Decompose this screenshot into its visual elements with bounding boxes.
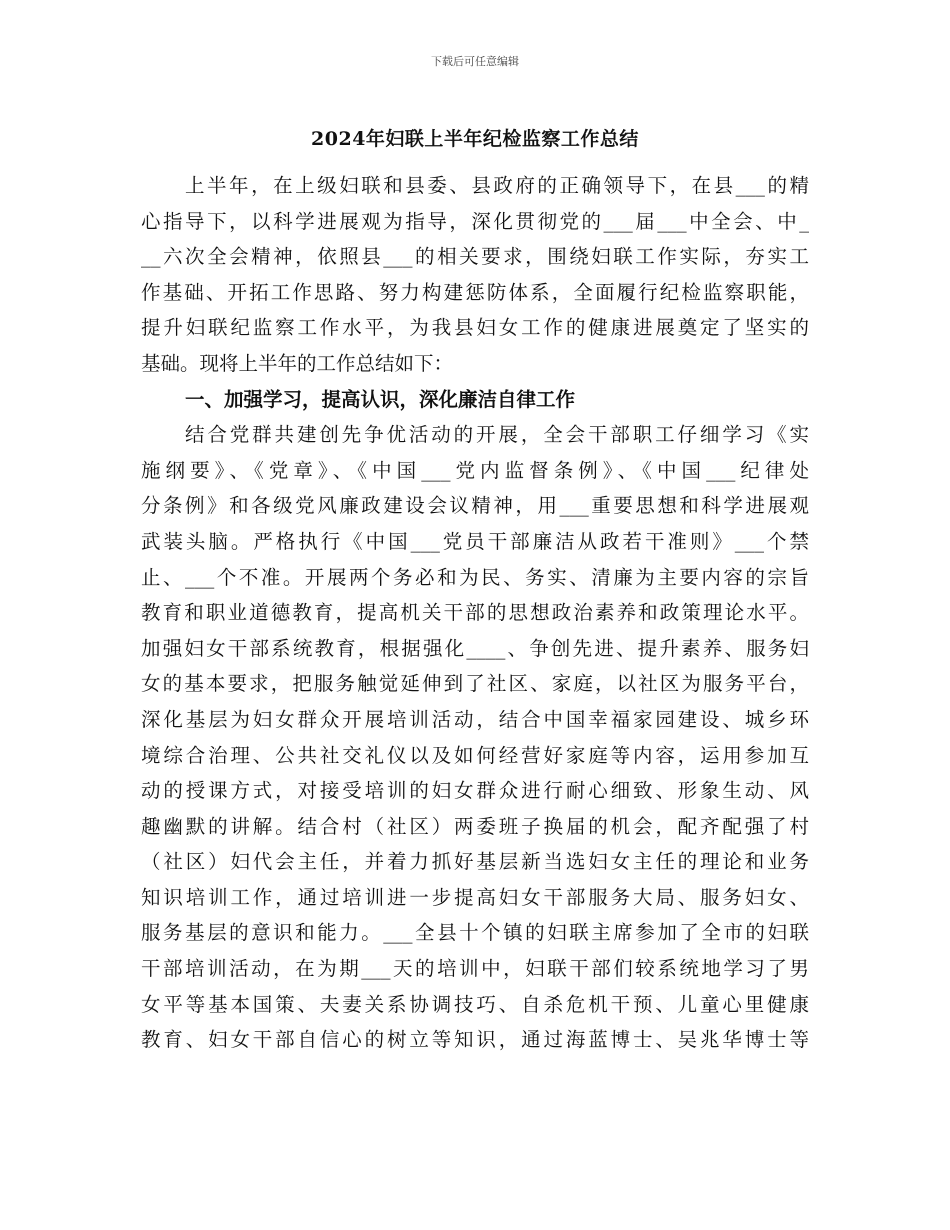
body-line: 趣幽默的讲解。结合村（社区）两委班子换届的机会，配齐配强了村 (141, 814, 809, 838)
body-line: 止、___个不准。开展两个务必和为民、务实、清廉为主要内容的宗旨 (141, 565, 809, 589)
body-line: 加强妇女干部系统教育，根据强化____、争创先进、提升素养、服务妇 (141, 636, 809, 660)
body-line: 知识培训工作，通过培训进一步提高妇女干部服务大局、服务妇女、 (141, 885, 809, 909)
document-title: 2024年妇联上半年纪检监察工作总结 (311, 128, 639, 150)
body-line: 施纲要》、《党章》、《中国___党内监督条例》、《中国___纪律处 (141, 458, 809, 482)
body-line: 教育和职业道德教育，提高机关干部的思想政治素养和政策理论水平。 (141, 601, 809, 625)
body-line: 基础。现将上半年的工作总结如下： (141, 351, 454, 375)
body-line: 武装头脑。严格执行《中国___党员干部廉洁从政若干准则》___个禁 (141, 529, 809, 553)
body-line: （社区）妇代会主任，并着力抓好基层新当选妇女主任的理论和业务 (141, 850, 809, 874)
body-line: 女的基本要求，把服务触觉延伸到了社区、家庭，以社区为服务平台， (141, 672, 809, 696)
body-line: 分条例》和各级党风廉政建设会议精神，用___重要思想和科学进展观 (141, 494, 809, 518)
body-line: 教育、妇女干部自信心的树立等知识，通过海蓝博士、吴兆华博士等 (141, 1028, 809, 1052)
body-line: 结合党群共建创先争优活动的开展，全会干部职工仔细学习《实 (185, 423, 809, 447)
document-body (141, 168, 809, 1058)
body-line: 干部培训活动，在为期___天的培训中，妇联干部们较系统地学习了男 (141, 957, 809, 981)
body-line: 服务基层的意识和能力。___全县十个镇的妇联主席参加了全市的妇联 (141, 921, 809, 945)
body-line: 境综合治理、公共社交礼仪以及如何经营好家庭等内容，运用参加互 (141, 743, 809, 767)
page-header-note: 下载后可任意编辑 (431, 55, 519, 68)
body-line: 心指导下，以科学进展观为指导，深化贯彻党的___届___中全会、中_ (141, 209, 809, 233)
body-line: 提升妇联纪监察工作水平，为我县妇女工作的健康进展奠定了坚实的 (141, 316, 809, 340)
body-line: __六次全会精神，依照县___的相关要求，围绕妇联工作实际，夯实工 (141, 245, 809, 269)
body-line: 深化基层为妇女群众开展培训活动，结合中国幸福家园建设、城乡环 (141, 707, 809, 731)
body-line: 女平等基本国策、夫妻关系协调技巧、自杀危机干预、儿童心里健康 (141, 992, 809, 1016)
body-line: 作基础、开拓工作思路、努力构建惩防体系，全面履行纪检监察职能， (141, 280, 809, 304)
body-line: 动的授课方式，对接受培训的妇女群众进行耐心细致、形象生动、风 (141, 779, 809, 803)
body-line: 上半年，在上级妇联和县委、县政府的正确领导下，在县___的精 (185, 174, 809, 197)
section-heading: 一、加强学习，提高认识，深化廉洁自律工作 (185, 387, 576, 411)
